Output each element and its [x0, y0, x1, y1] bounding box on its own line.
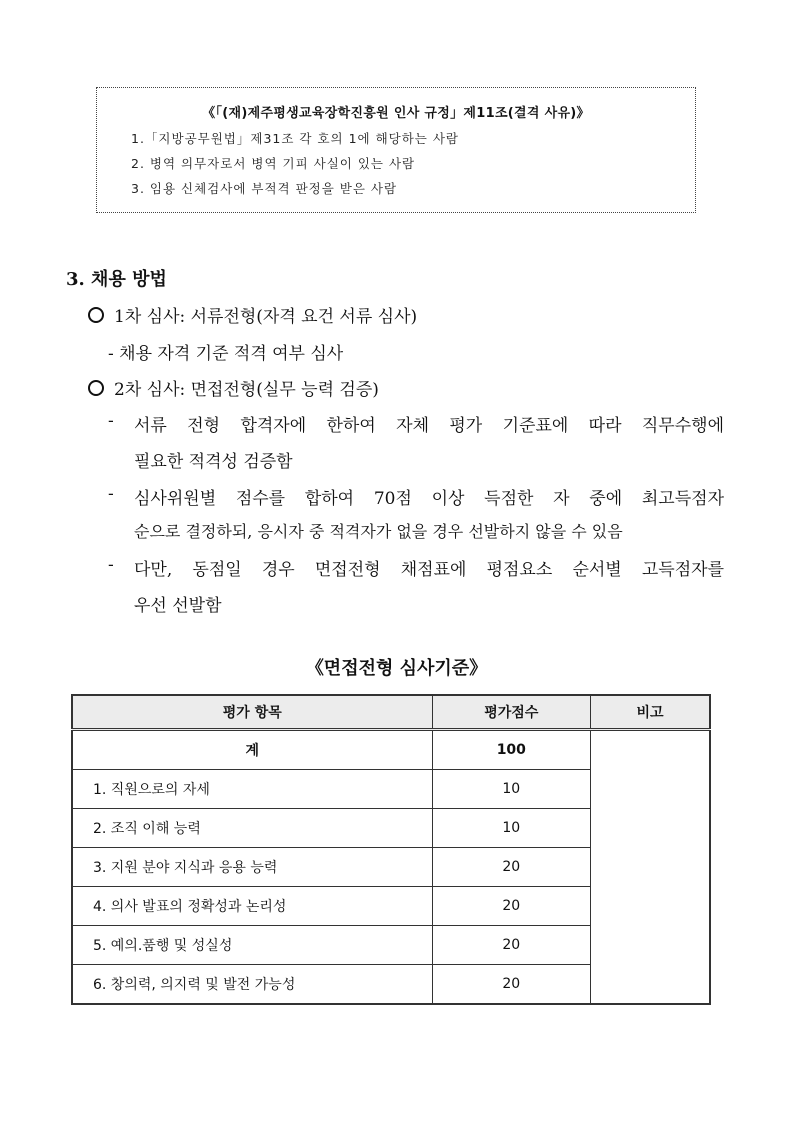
step1-text: 1차 심사: 서류전형(자격 요건 서류 심사) — [114, 307, 418, 327]
interview-criteria-table — [71, 694, 711, 1005]
step2-line — [88, 375, 379, 400]
notice-line: 1.「지방공무원법」제31조 각 호의 1에 해당하는 사람 — [131, 131, 460, 146]
notice-line: 3. 임용 신체검사에 부적격 판정을 받은 사람 — [131, 181, 398, 196]
notice-line: 2. 병역 의무자로서 병역 기피 사실이 있는 사람 — [131, 156, 416, 171]
step2-text: 2차 심사: 면접전형(실무 능력 검증) — [114, 380, 379, 400]
row-score: 20 — [432, 965, 591, 1005]
section-heading: 3. 채용 방법 — [66, 269, 167, 290]
step2-item-2-line2: 순으로 결정하되, 응시자 중 적격자가 없을 경우 선발하지 않을 수 있음 — [134, 522, 623, 541]
total-label: 계 — [72, 730, 432, 770]
step2-item-1-line1: 서류 전형 합격자에 한하여 자체 평가 기준표에 따라 직무수행에 — [134, 416, 724, 436]
circle-bullet-icon — [88, 380, 104, 396]
table-row-total — [72, 730, 710, 770]
total-score: 100 — [432, 730, 591, 770]
row-score: 20 — [432, 848, 591, 887]
notice-title: 《「(재)제주평생교육장학진흥원 인사 규정」제11조(결격 사유)》 — [202, 106, 590, 121]
note-cell — [591, 730, 710, 1005]
header-item: 평가 항목 — [72, 695, 432, 730]
row-score: 10 — [432, 809, 591, 848]
table-title: 《면접전형 심사기준》 — [305, 658, 488, 679]
row-item: 3. 지원 분야 지식과 응용 능력 — [72, 848, 432, 887]
row-item: 6. 창의력, 의지력 및 발전 가능성 — [72, 965, 432, 1005]
header-note: 비고 — [591, 695, 710, 730]
step1-item: - 채용 자격 기준 적격 여부 심사 — [108, 344, 344, 364]
row-score: 10 — [432, 770, 591, 809]
row-item: 2. 조직 이해 능력 — [72, 809, 432, 848]
table-header-row — [72, 695, 710, 730]
dash-bullet: - — [108, 411, 114, 431]
row-item: 1. 직원으로의 자세 — [72, 770, 432, 809]
step2-item-1-line2: 필요한 적격성 검증함 — [134, 452, 293, 472]
circle-bullet-icon — [88, 307, 104, 323]
row-item: 5. 예의.품행 및 성실성 — [72, 926, 432, 965]
step2-item-3-line1: 다만, 동점일 경우 면접전형 채점표에 평점요소 순서별 고득점자를 — [134, 560, 724, 580]
step1-line — [88, 302, 417, 327]
dash-bullet: - — [108, 484, 114, 504]
step2-item-2-line1: 심사위원별 점수를 합하여 70점 이상 득점한 자 중에 최고득점자 — [134, 489, 724, 509]
header-score: 평가점수 — [432, 695, 591, 730]
step2-item-3-line2: 우선 선발함 — [134, 596, 222, 616]
disqualification-notice-box — [96, 87, 696, 213]
row-score: 20 — [432, 887, 591, 926]
row-score: 20 — [432, 926, 591, 965]
dash-bullet: - — [108, 555, 114, 575]
row-item: 4. 의사 발표의 정확성과 논리성 — [72, 887, 432, 926]
